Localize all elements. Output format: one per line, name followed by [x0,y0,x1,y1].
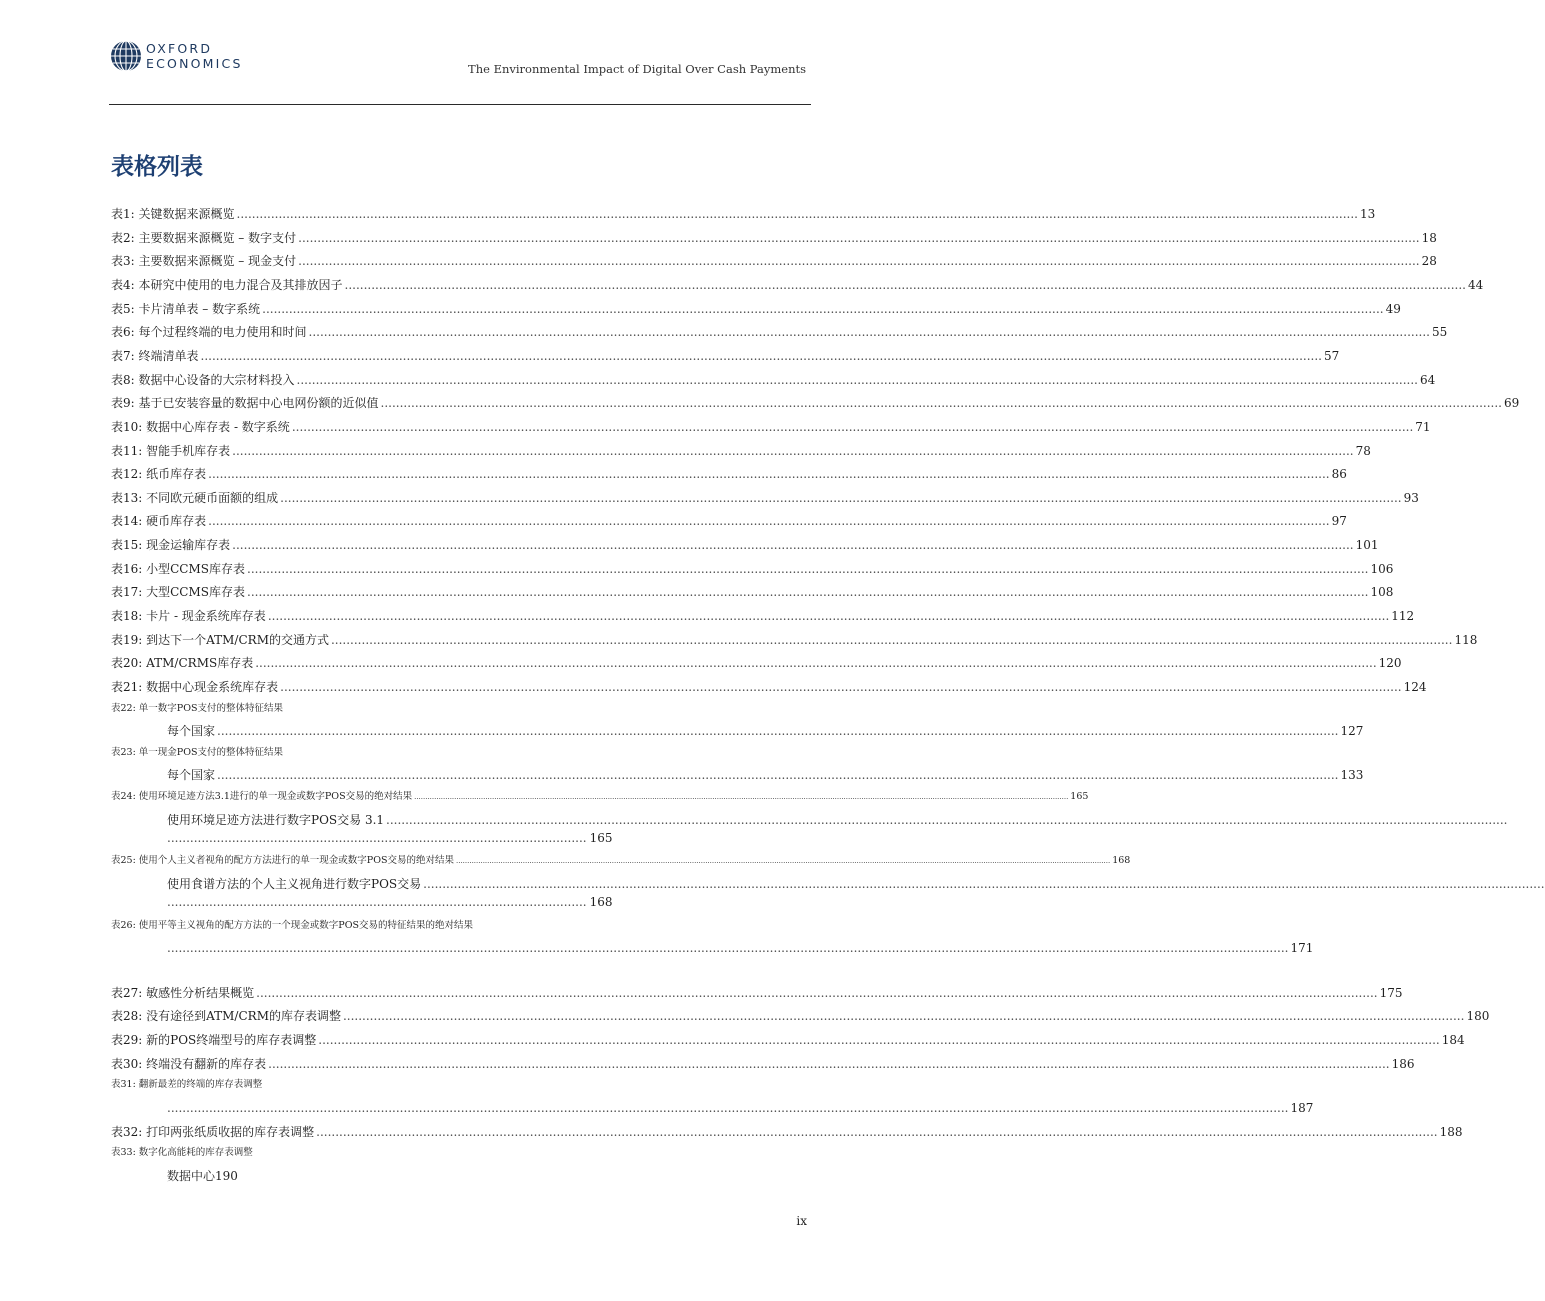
toc-entry[interactable] [167,1100,1314,1116]
leader-dots [237,206,1358,222]
report-title: The Environmental Impact of Digital Over Cash Payments [468,62,806,76]
toc-entry-page: 112 [1391,609,1415,623]
toc-entry[interactable] [111,608,1415,624]
leader-dots [343,1008,1464,1024]
toc-entry[interactable] [111,230,1437,246]
toc-entry[interactable] [111,985,1403,1001]
leader-dots [268,608,1389,624]
leader-dots [232,537,1353,553]
toc-entry-page: 127 [1340,724,1364,738]
toc-entry-label: 表10: 数据中心库存表 - 数字系统 [111,420,290,434]
toc-entry[interactable] [167,876,806,892]
toc-entry-label: 使用环境足迹方法进行数字POS交易 3.1 [167,813,385,827]
toc-entry[interactable] [111,561,1394,577]
toc-entry-page: 171 [1290,941,1314,955]
toc-entry-page: 97 [1331,514,1347,528]
toc-entry-caption[interactable] [111,855,1131,867]
logo-line-2: ECONOMICS [146,56,243,71]
toc-entry-page: 44 [1467,278,1484,292]
toc-entry-page: 120 [1378,656,1402,670]
toc-entry-label: 表20: ATM/CRMS库存表 [111,656,254,670]
toc-entry-caption[interactable]: 表23: 单一现金POS支付的整体特征结果 [111,747,283,758]
leader-dots [386,812,1507,828]
toc-entry-page: 186 [1391,1057,1415,1071]
leader-dots [298,253,1419,269]
toc-entry-label: 表6: 每个过程终端的电力使用和时间 [111,325,307,339]
toc-entry-page: 106 [1370,562,1394,576]
leader-dots [268,1056,1389,1072]
leader-dots [280,490,1401,506]
toc-entry-label: 表16: 小型CCMS库存表 [111,562,245,576]
toc-entry-label: 表5: 卡片清单表 – 数字系统 [111,302,261,316]
toc-entry[interactable] [111,1032,1465,1048]
toc-entry[interactable] [111,324,1448,340]
leader-dots [201,348,1322,364]
leader-dots [331,632,1452,648]
toc-entry[interactable] [111,513,1347,529]
toc-entry[interactable]: 数据中心190 [167,1169,238,1183]
leader-dots [381,395,1502,411]
leader-dots [247,561,1368,577]
toc-entry[interactable] [111,419,1431,435]
toc-entry-page: 184 [1441,1033,1465,1047]
toc-entry[interactable] [111,466,1347,482]
leader-dots [318,1032,1439,1048]
toc-entry-label: 表13: 不同欧元硬币面额的组成 [111,491,279,505]
toc-entry[interactable] [111,253,1437,269]
leader-dots: .............................................................................................................. [167,895,587,909]
toc-entry-page: 69 [1503,396,1520,410]
toc-entry[interactable] [111,584,1394,600]
leader-dots [298,230,1419,246]
toc-entry-page: 180 [1466,1009,1490,1023]
toc-entry-page: 187 [1290,1101,1314,1115]
toc-entry-page: 71 [1415,420,1431,434]
toc-entry[interactable] [111,1008,1490,1024]
toc-entry-page: 13 [1359,207,1376,221]
toc-entry-label: 表14: 硬币库存表 [111,514,207,528]
leader-dots [309,324,1430,340]
toc-entry-label: 表28: 没有途径到ATM/CRM的库存表调整 [111,1009,341,1023]
toc-entry-page: 101 [1355,538,1379,552]
logo-line-1: OXFORD [146,41,213,56]
toc-entry-label: 表4: 本研究中使用的电力混合及其排放因子 [111,278,343,292]
toc-entry-page: 168 [589,895,613,909]
toc-entry-label: 表30: 终端没有翻新的库存表 [111,1057,267,1071]
toc-entry-label: 每个国家 [167,768,216,782]
toc-entry[interactable] [111,679,1427,695]
leader-dots [167,1100,1288,1116]
toc-entry-page: 168 [1112,855,1131,866]
oxford-economics-logo [110,40,243,72]
toc-entry-caption[interactable] [111,791,1089,803]
toc-entry[interactable] [111,632,1478,648]
toc-entry-page: 108 [1370,585,1394,599]
toc-entry-label: 表1: 关键数据来源概览 [111,207,235,221]
toc-entry-label: 表29: 新的POS终端型号的库存表调整 [111,1033,317,1047]
leader-dots [208,466,1329,482]
toc-entry[interactable] [167,812,806,828]
leader-dots [262,301,1383,317]
toc-entry[interactable] [167,723,1364,739]
toc-entry-page: 64 [1419,373,1436,387]
toc-entry[interactable] [111,348,1340,364]
toc-entry[interactable] [111,301,1401,317]
toc-entry-label: 表9: 基于已安装容量的数据中心电网份额的近似值 [111,396,379,410]
toc-entry-label: 表18: 卡片 - 现金系统库存表 [111,609,266,623]
toc-entry[interactable] [111,1056,1415,1072]
toc-entry-continuation[interactable] [167,894,613,910]
toc-entry[interactable] [111,537,1379,553]
toc-entry[interactable] [111,655,1402,671]
leader-dots [316,1124,1437,1140]
leader-dots [456,855,1110,867]
leader-dots [292,419,1413,435]
toc-entry-page: 55 [1431,325,1448,339]
toc-entry[interactable] [111,277,1484,293]
toc-entry-page: 118 [1454,633,1478,647]
leader-dots [345,277,1466,293]
toc-entry[interactable] [167,767,1364,783]
toc-entry-label: 表17: 大型CCMS库存表 [111,585,245,599]
toc-entry-label: 表27: 敏感性分析结果概览 [111,986,255,1000]
toc-entry-label: 使用食谱方法的个人主义视角进行数字POS交易 [167,877,422,891]
toc-entry-label: 表24: 使用环境足迹方法3.1进行的单一现金或数字POS交易的绝对结果 [111,791,413,802]
toc-entry-label: 表12: 纸币库存表 [111,467,207,481]
leader-dots [297,372,1418,388]
toc-entry-page: 124 [1403,680,1427,694]
leader-dots [217,723,1338,739]
toc-entry-page: 133 [1340,768,1364,782]
toc-entry-caption[interactable]: 表26: 使用平等主义视角的配方方法的一个现金或数字POS交易的特征结果的绝对结果 [111,920,473,931]
toc-entry-page: 188 [1439,1125,1463,1139]
toc-entry-label: 表32: 打印两张纸质收据的库存表调整 [111,1125,315,1139]
toc-entry-page: 57 [1323,349,1340,363]
toc-entry-page: 78 [1355,444,1371,458]
leader-dots [255,655,1376,671]
page-number: ix [796,1214,807,1228]
toc-entry[interactable] [111,372,1436,388]
toc-entry-page: 165 [1070,791,1089,802]
toc-entry-label: 表2: 主要数据来源概览 – 数字支付 [111,231,297,245]
toc-entry-label: 表25: 使用个人主义者视角的配方方法进行的单一现金或数字POS交易的绝对结果 [111,855,454,866]
toc-entry[interactable] [111,206,1376,222]
toc-entry-page: 49 [1385,302,1401,316]
toc-entry-label: 表11: 智能手机库存表 [111,444,231,458]
toc-entry-label: 表8: 数据中心设备的大宗材料投入 [111,373,295,387]
page-title: 表格列表 [111,154,203,180]
toc-entry[interactable] [167,940,1314,956]
toc-entry-caption[interactable]: 表33: 数字化高能耗的库存表调整 [111,1147,253,1158]
leader-dots [247,584,1368,600]
toc-entry-caption[interactable]: 表31: 翻新最差的终端的库存表调整 [111,1079,263,1090]
leader-dots [280,679,1401,695]
toc-entry-label: 表21: 数据中心现金系统库存表 [111,680,279,694]
toc-entry-page: 93 [1403,491,1419,505]
toc-entry-continuation[interactable] [167,830,613,846]
toc-entry-label: 表3: 主要数据来源概览 – 现金支付 [111,254,297,268]
toc-entry-page: 28 [1421,254,1437,268]
leader-dots [208,513,1329,529]
toc-entry-page: 18 [1421,231,1437,245]
toc-entry-page: 86 [1331,467,1347,481]
toc-entry-page: 165 [589,831,613,845]
globe-icon [110,40,142,72]
header-divider [109,104,811,105]
leader-dots [232,443,1353,459]
toc-entry-label: 表7: 终端清单表 [111,349,199,363]
leader-dots [167,940,1288,956]
leader-dots [423,876,1544,892]
toc-entry-label: 表15: 现金运输库存表 [111,538,231,552]
leader-dots [414,791,1068,803]
toc-entry[interactable] [111,1124,1463,1140]
toc-entry-page: 175 [1379,986,1403,1000]
toc-entry[interactable] [111,395,1520,411]
toc-entry-caption[interactable]: 表22: 单一数字POS支付的整体特征结果 [111,703,283,714]
toc-entry-label: 每个国家 [167,724,216,738]
toc-entry[interactable] [111,443,1371,459]
toc-entry[interactable] [111,490,1419,506]
leader-dots [256,985,1377,1001]
toc-entry-label: 表19: 到达下一个ATM/CRM的交通方式 [111,633,329,647]
leader-dots [217,767,1338,783]
leader-dots: .............................................................................................................. [167,831,587,845]
